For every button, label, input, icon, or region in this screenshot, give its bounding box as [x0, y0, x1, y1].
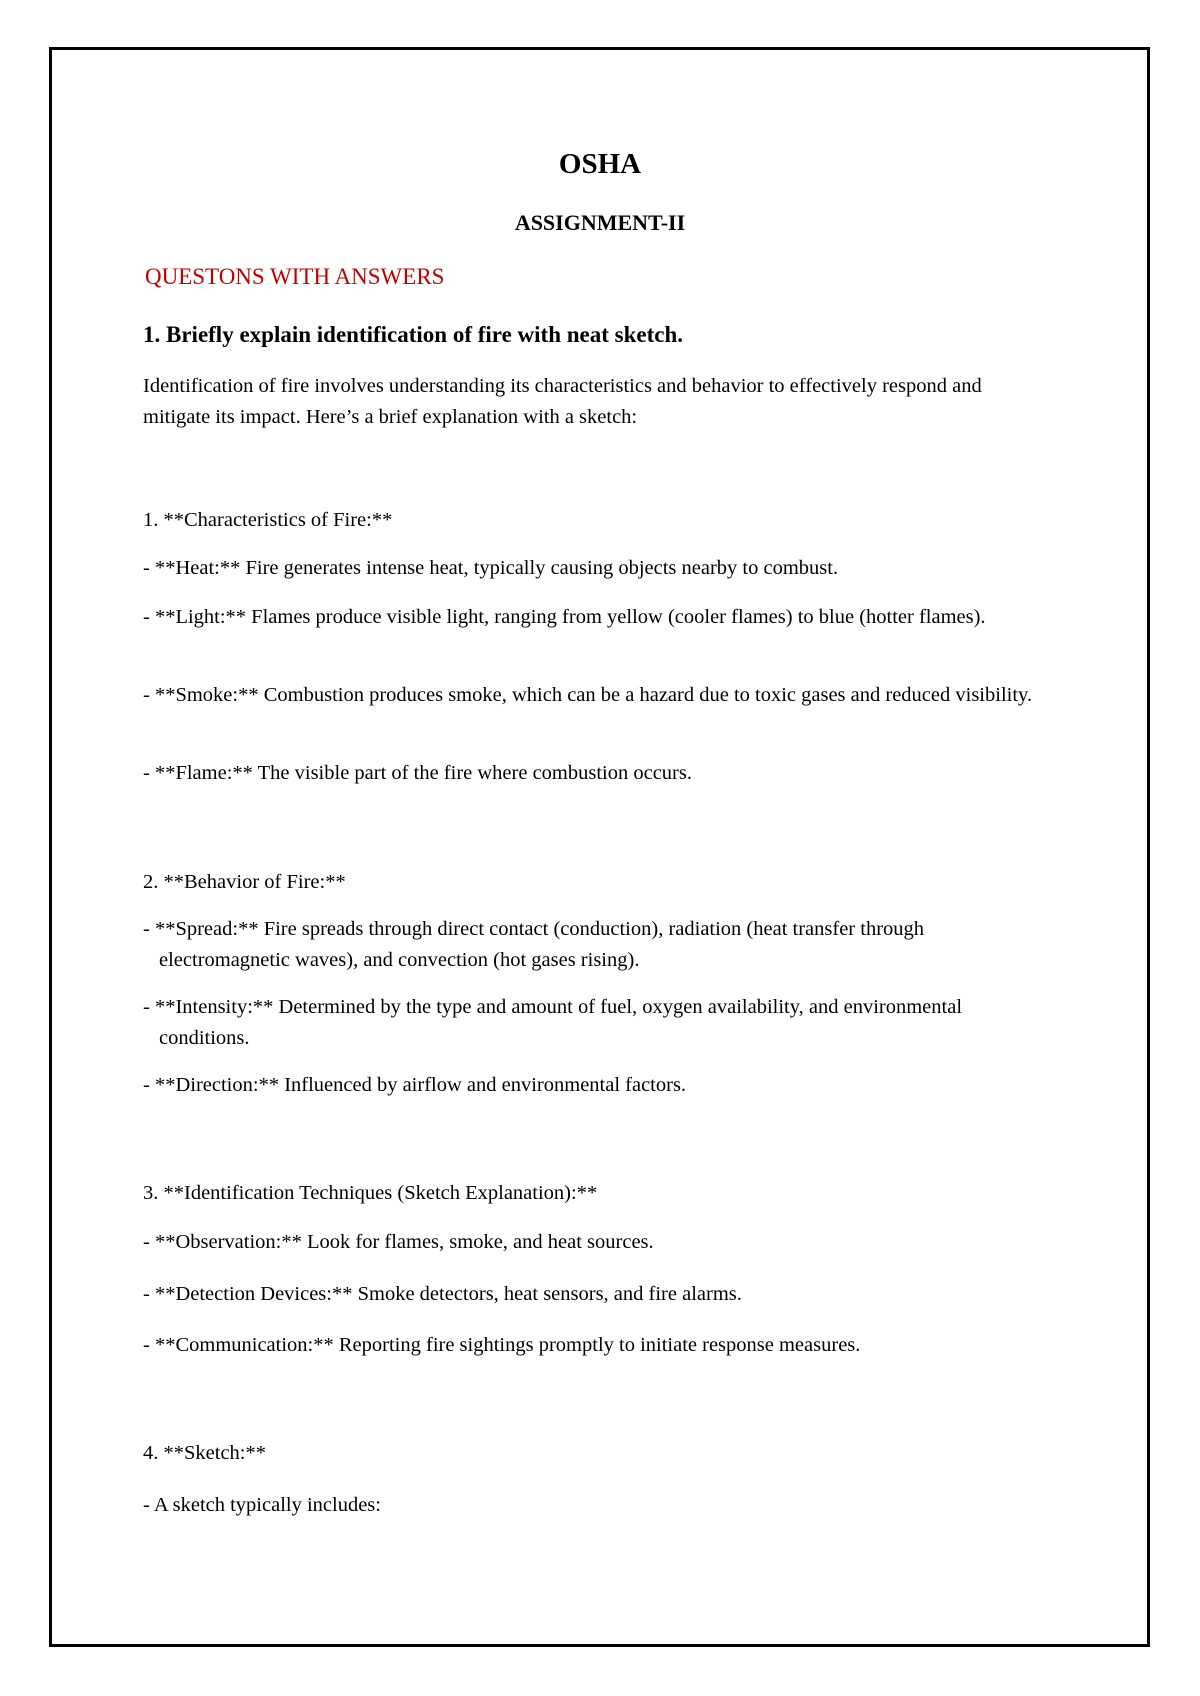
list-item-sketch-includes: - A sketch typically includes: [143, 1494, 381, 1516]
list-item-direction: - **Direction:** Influenced by airflow and environmental factors. [143, 1074, 687, 1096]
list-item-detection-devices: - **Detection Devices:** Smoke detectors, heat sensors, and fire alarms. [143, 1283, 742, 1305]
list-item-smoke: - **Smoke:** Combustion produces smoke, which can be a hazard due to toxic gases and reduced visibility. [143, 684, 1033, 706]
list-item-communication: - **Communication:** Reporting fire sightings promptly to initiate response measures. [143, 1334, 861, 1356]
document-title: OSHA [558, 148, 642, 180]
list-heading-behavior: 2. **Behavior of Fire:** [143, 871, 346, 893]
list-heading-identification: 3. **Identification Techniques (Sketch Explanation):** [143, 1182, 598, 1204]
list-item-observation: - **Observation:** Look for flames, smoke, and heat sources. [143, 1231, 654, 1253]
list-heading-sketch: 4. **Sketch:** [143, 1442, 266, 1464]
list-item-spread: - **Spread:** Fire spreads through direct contact (conduction), radiation (heat transfer through electromagnetic waves), and convection (hot gases rising). [143, 918, 925, 971]
list-item-light: - **Light:** Flames produce visible light, ranging from yellow (cooler flames) to blue (hotter flames). [143, 606, 986, 628]
assignment-subtitle: ASSIGNMENT-II [514, 210, 686, 235]
list-item-intensity: - **Intensity:** Determined by the type and amount of fuel, oxygen availability, and environmental conditions. [143, 996, 963, 1049]
list-heading-characteristics: 1. **Characteristics of Fire:** [143, 509, 393, 531]
list-item-heat: - **Heat:** Fire generates intense heat, typically causing objects nearby to combust. [143, 557, 839, 579]
section-heading: QUESTONS WITH ANSWERS [145, 264, 445, 289]
question-heading: 1. Briefly explain identification of fire with neat sketch. [143, 322, 684, 347]
intro-paragraph: Identification of fire involves understanding its characteristics and behavior to effectively respond and mitigate its impact. Here’s a brief explanation with a sketch: [143, 375, 982, 428]
list-item-flame: - **Flame:** The visible part of the fire where combustion occurs. [143, 762, 692, 784]
